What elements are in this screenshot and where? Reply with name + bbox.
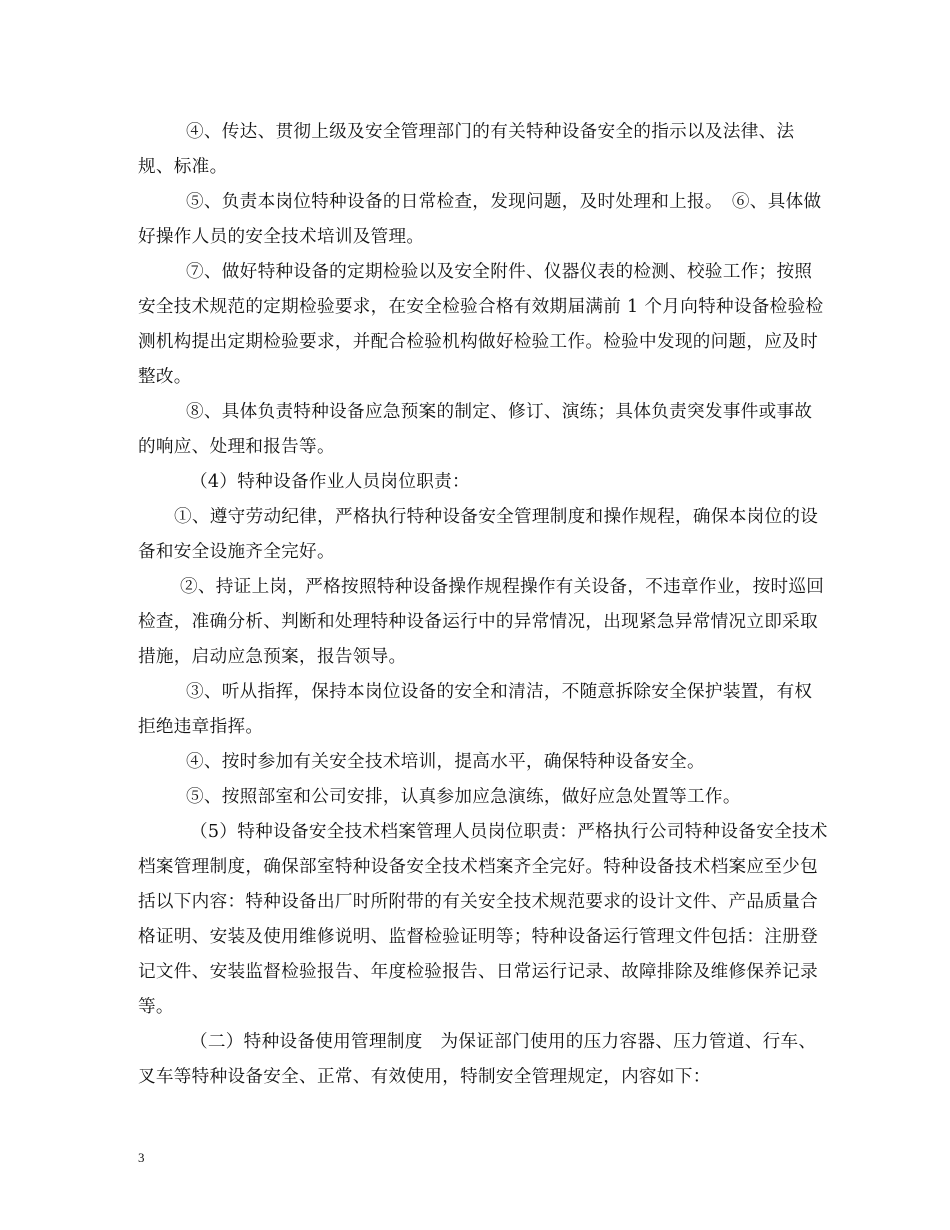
document-body — [138, 115, 828, 1095]
section-heading-4: （4）特种设备作业人员岗位职责： — [190, 472, 470, 492]
section-heading-5: （5）特种设备安全技术档案管理人员岗位职责：严格执行公司特种设备安全技术档案管理制度，确保部室特种设备安全技术档案齐全完好。特种设备技术档案应至少包括以下内容：特种设备出厂时所附带的有关安全技术规范要求的设计文件、产品质量合格证明、安装及使用维修说明、监督检验证明等；特种设备运行管理文件包括：注册登记文件、安装监督检验报告、年度检验报告、日常运行记录、故障排除及维修保养记录等。 — [138, 822, 828, 1017]
paragraph-operator-2: ②、持证上岗，严格按照特种设备操作规程操作有关设备，不违章作业，按时巡回检查，准确分析、判断和处理特种设备运行中的异常情况，出现紧急异常情况立即采取措施，启动应急预案，报告领导。 — [138, 577, 825, 667]
paragraph-item-4: ④、传达、贯彻上级及安全管理部门的有关特种设备安全的指示以及法律、法规、标准。 — [138, 122, 795, 177]
paragraph-operator-4: ④、按时参加有关安全技术培训，提高水平，确保特种设备安全。 — [186, 752, 705, 772]
paragraph-operator-5: ⑤、按照部室和公司安排，认真参加应急演练，做好应急处置等工作。 — [186, 787, 741, 807]
section-heading-2: （二）特种设备使用管理制度 为保证部门使用的压力容器、压力管道、行车、叉车等特种设备安全、正常、有效使用，特制安全管理规定，内容如下： — [138, 1032, 817, 1087]
paragraph-item-8: ⑧、具体负责特种设备应急预案的制定、修订、演练；具体负责突发事件或事故的响应、处理和报告等。 — [138, 402, 813, 457]
paragraph-item-7: ⑦、做好特种设备的定期检验以及安全附件、仪器仪表的检测、校验工作；按照安全技术规范的定期检验要求，在安全检验合格有效期届满前 1 个月向特种设备检验检测机构提出定期检验要求，并配合检验机构做好检验工作。检验中发现的问题，应及时整改。 — [138, 262, 824, 387]
paragraph-item-5-6: ⑤、负责本岗位特种设备的日常检查，发现问题，及时处理和上报。 ⑥、具体做好操作人员的安全技术培训及管理。 — [138, 192, 822, 247]
paragraph-operator-3: ③、听从指挥，保持本岗位设备的安全和清洁，不随意拆除安全保护装置，有权拒绝违章指挥。 — [138, 682, 813, 737]
paragraph-operator-1: ①、遵守劳动纪律，严格执行特种设备安全管理制度和操作规程，确保本岗位的设备和安全设施齐全完好。 — [138, 507, 819, 562]
page-number: 3 — [138, 1150, 145, 1165]
